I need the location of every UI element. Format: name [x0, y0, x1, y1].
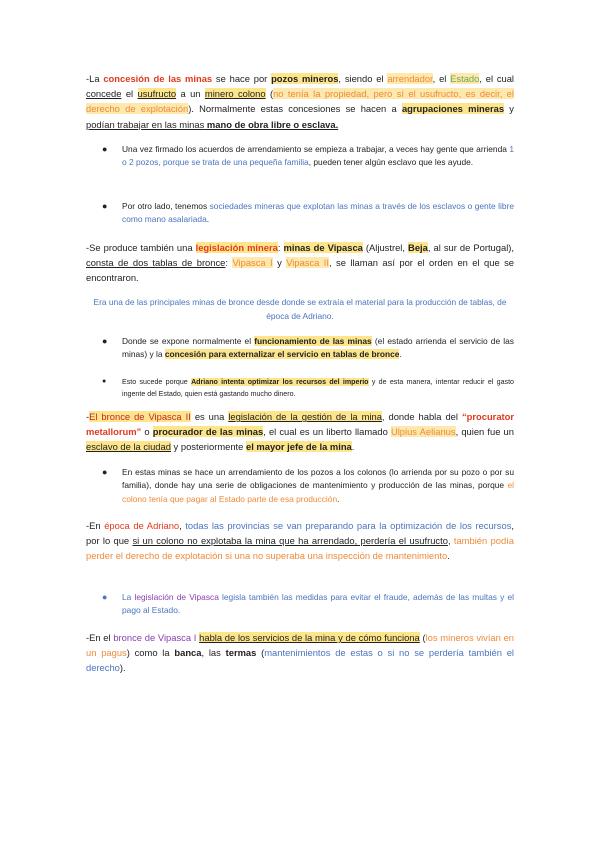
- bullet-sociedades-mineras: [102, 200, 514, 227]
- bullet-dot-icon: ●: [102, 467, 108, 477]
- text: , el cual: [479, 73, 515, 84]
- text: , las: [201, 647, 226, 659]
- text: -En el: [86, 632, 114, 643]
- term-bronce-vipasca-ii: El bronce de Vipasca II: [89, 411, 191, 422]
- text: -La: [86, 73, 104, 84]
- term-concesion-minas: concesión de las minas: [103, 73, 213, 84]
- term-legislacion-minera: legislación minera: [195, 242, 278, 253]
- term-legislacion-vipasca: legislación de Vipasca: [134, 592, 219, 602]
- bullet-dot-icon: ●: [102, 201, 108, 211]
- text: , quien fue un: [455, 426, 514, 438]
- note-colono-pagar: el colono tenía que pagar al Estado parte de esa producción: [122, 480, 514, 504]
- text: La: [122, 592, 135, 602]
- text: o: [141, 426, 153, 438]
- text: :: [277, 242, 284, 253]
- term-mayor-jefe: el mayor jefe de la mina: [246, 441, 352, 453]
- term-vipasca-i: Vipasca I: [232, 257, 273, 269]
- text: .: [351, 441, 355, 453]
- text: , el cual es un liberto llamado: [263, 426, 391, 438]
- term-pozos-mineros: pozos mineros: [271, 73, 339, 84]
- text: Una vez firmado los acuerdos de arrendamiento se empieza a trabajar, a veces hay gente que arrienda: [122, 144, 510, 154]
- text: Esto sucede porque: [122, 378, 192, 386]
- term-epoca-adriano: época de Adriano: [104, 520, 180, 531]
- term-mano-de-obra: mano de obra libre o esclava.: [204, 118, 339, 130]
- centered-note: Era una de las principales minas de bronce desde donde se extraía el material para la producción de tablas, de época de Adriano.: [93, 297, 507, 321]
- text: a un: [176, 88, 205, 100]
- term-usufructo: usufructo: [137, 88, 177, 100]
- text: , al sur de Portugal),: [427, 242, 515, 253]
- term-podian-trabajar: podían trabajar en las minas: [86, 118, 205, 130]
- text: Por otro lado, tenemos: [122, 201, 210, 211]
- bullet-legislacion-vipasca: [102, 591, 514, 618]
- paragraph-concesion-minas: [86, 71, 514, 132]
- text: -En: [86, 520, 105, 531]
- note-mantenimientos: mantenimientos de estas o si no se perdería también el derecho: [86, 647, 514, 674]
- term-legislacion-gestion: legislación de la gestión de la mina: [228, 411, 382, 422]
- paragraph-epoca-adriano: [86, 518, 514, 564]
- text: (: [419, 632, 426, 643]
- term-arrendador: arrendador: [387, 73, 433, 84]
- text: el: [121, 88, 138, 100]
- text: (: [256, 647, 265, 659]
- bullet-arrendamiento: [102, 143, 514, 170]
- text: , donde habla del: [381, 411, 462, 422]
- note-sociedades-mineras: sociedades mineras que explotan las minas a través de los esclavos o gente libre como mano asalariada: [122, 201, 514, 225]
- text: y posteriormente: [170, 441, 246, 453]
- term-tablas-bronce: consta de dos tablas de bronce: [86, 257, 226, 269]
- bullet-dot-icon: ●: [102, 336, 108, 346]
- bullet-dot-icon: ●: [102, 378, 107, 385]
- term-minero-colono: minero colono: [204, 88, 266, 100]
- text: ). Normalmente estas concesiones se hacen a: [188, 103, 402, 115]
- text: .: [337, 493, 340, 504]
- note-optimizacion-recursos: todas las provincias se van preparando para la optimización de los recursos: [185, 520, 512, 531]
- text: (Aljustrel,: [362, 242, 409, 253]
- text: y: [504, 103, 514, 115]
- text: .: [447, 550, 450, 562]
- term-bronce-vipasca-i: bronce de Vipasca I: [113, 632, 197, 643]
- text: (el estado arrienda el servicio de las minas) y la: [122, 336, 514, 360]
- text: ) como la: [126, 647, 175, 659]
- note-pozos-familia: 1 o 2 pozos, porque se trata de una pequeña familia: [122, 144, 514, 168]
- text: y: [272, 257, 287, 269]
- text: En estas minas se hace un arrendamiento de los pozos a los colonos (lo arrienda por su pozo o por su familia), donde hay una serie de obligaciones de mantenimiento y producción de las minas, porque: [122, 467, 514, 491]
- bullet-funcionamiento-minas: [102, 335, 514, 362]
- term-concesion-externalizar: concesión para externalizar el servicio en tablas de bronce: [164, 349, 400, 360]
- text: , siendo el: [338, 73, 388, 84]
- text: , se llaman así por el orden en el que se encontraron.: [86, 257, 514, 284]
- note-derecho-explotacion: no tenía la propiedad, pero sí el usufructo, es decir, el derecho de explotación: [86, 88, 514, 115]
- text: legisla también las medidas para evitar el fraude, además de las multas y el pago al Estado.: [122, 592, 514, 616]
- term-ulpius-aelianus: Ulpius Aelianus: [390, 426, 456, 438]
- text: , por lo que: [86, 520, 514, 547]
- bullet-adriano-optimizar: [102, 376, 515, 400]
- text: .: [206, 214, 210, 225]
- note-mineros-pagus: los mineros vivían en un pagus: [86, 632, 515, 659]
- text: .: [399, 349, 402, 360]
- paragraph-bronce-vipasca-i: [86, 630, 514, 676]
- text: ).: [119, 662, 126, 674]
- text: se hace por: [212, 73, 272, 84]
- text: -: [86, 411, 90, 422]
- term-vipasca-ii: Vipasca II: [286, 257, 330, 269]
- term-servicios-mina: habla de los servicios de la mina y de cómo funciona: [199, 632, 420, 643]
- bullet-dot-icon: ●: [102, 592, 108, 602]
- term-adriano-optimizar: Adriano intenta optimizar los recursos del imperio: [191, 378, 369, 386]
- term-concede: concede: [86, 88, 122, 100]
- term-funcionamiento-minas: funcionamiento de las minas: [254, 336, 372, 346]
- text: es una: [190, 411, 229, 422]
- paragraph-bronce-vipasca-ii: [86, 409, 514, 455]
- text: y de esta manera, intentar reducir el gasto ingente del Estado, quien está gastando mucho dinero.: [122, 378, 515, 399]
- text: , pueden tener algún esclavo que les ayude.: [308, 157, 474, 168]
- term-estado: Estado: [450, 73, 480, 84]
- term-perdida-usufructo: si un colono no explotaba la mina que ha arrendado, perdería el usufructo: [132, 535, 448, 547]
- text: -Se produce también una: [86, 242, 196, 253]
- term-agrupaciones-mineras: agrupaciones mineras: [401, 103, 505, 115]
- term-banca: banca: [174, 647, 202, 659]
- term-procurator-metallorum: “procurator metallorum”: [86, 411, 515, 438]
- text: ,: [179, 520, 186, 531]
- text: Donde se expone normalmente el: [122, 336, 255, 346]
- text: ,: [447, 535, 454, 547]
- text: :: [225, 257, 233, 269]
- text: , el: [432, 73, 451, 84]
- text: (: [265, 88, 274, 100]
- paragraph-legislacion-minera: [86, 240, 514, 286]
- term-procurador-minas: procurador de las minas: [152, 426, 264, 438]
- note-inspeccion-mantenimiento: también podía perder el derecho de explotación si una no superaba una inspección de mantenimiento: [86, 535, 514, 562]
- bullet-arrendamiento-pozos: [102, 466, 514, 506]
- term-minas-vipasca: minas de Vipasca: [283, 242, 363, 253]
- bullet-dot-icon: ●: [102, 144, 108, 154]
- term-beja: Beja: [408, 242, 428, 253]
- term-esclavo-ciudad: esclavo de la ciudad: [86, 441, 171, 453]
- term-termas: termas: [225, 647, 257, 659]
